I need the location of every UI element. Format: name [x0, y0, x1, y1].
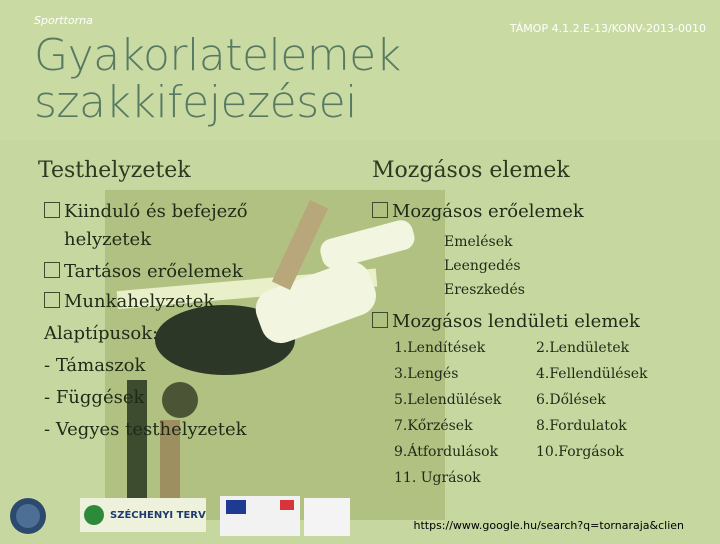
- basic-types-title: Alaptípusok:: [44, 323, 159, 344]
- basic-type-3: - Vegyes testhelyzetek: [44, 419, 247, 440]
- project-code: TÁMOP 4.1.2.E-13/KONV-2013-0010: [509, 22, 706, 35]
- image-source-url[interactable]: https://www.google.hu/search?q=tornaraja&clien: [413, 519, 684, 532]
- power-item-1: Emelések: [444, 234, 513, 250]
- left-item-2: Tartásos erőelemek: [44, 258, 243, 286]
- left-item-3: Munkahelyzetek: [44, 288, 214, 316]
- slide-title: [34, 32, 401, 126]
- square-bullet-icon: [44, 262, 60, 278]
- basic-type-2: - Függések: [44, 387, 145, 408]
- swing-item-2: 2.Lendületek: [536, 340, 630, 356]
- square-bullet-icon: [44, 292, 60, 308]
- swing-item-8: 8.Fordulatok: [536, 418, 627, 434]
- swing-item-4: 4.Fellendülések: [536, 366, 648, 382]
- square-bullet-icon: [372, 202, 388, 218]
- swing-item-7: 7.Kőrzések: [394, 418, 473, 434]
- swing-item-1: 1.Lendítések: [394, 340, 486, 356]
- swing-item-10: 10.Forgások: [536, 444, 624, 460]
- logo-strip: [0, 490, 420, 540]
- szechenyi-logo-text: SZÉCHENYI TERV: [110, 510, 206, 521]
- title-line-1: Gyakorlatelemek: [34, 30, 401, 81]
- brand-label: Sporttorna: [34, 14, 93, 27]
- swing-elements-title: Mozgásos lendületi elemek: [372, 308, 640, 336]
- right-heading: Mozgásos elemek: [372, 158, 570, 183]
- left-item-1: Kiinduló és befejező: [44, 198, 248, 226]
- swing-item-6: 6.Dőlések: [536, 392, 606, 408]
- power-item-2: Leengedés: [444, 258, 521, 274]
- square-bullet-icon: [44, 202, 60, 218]
- footer-logos: [0, 490, 420, 540]
- left-heading: Testhelyzetek: [38, 158, 191, 183]
- swing-item-9: 9.Átfordulások: [394, 444, 499, 460]
- left-item-1-cont: helyzetek: [64, 229, 152, 250]
- title-line-2: szakkifejezései: [34, 77, 357, 128]
- swing-item-3: 3.Lengés: [394, 366, 459, 382]
- power-elements-title: Mozgásos erőelemek: [372, 198, 584, 226]
- swing-item-11: 11. Ugrások: [394, 470, 481, 486]
- basic-type-1: - Támaszok: [44, 355, 146, 376]
- square-bullet-icon: [372, 312, 388, 328]
- swing-item-5: 5.Lelendülések: [394, 392, 502, 408]
- power-item-3: Ereszkedés: [444, 282, 525, 298]
